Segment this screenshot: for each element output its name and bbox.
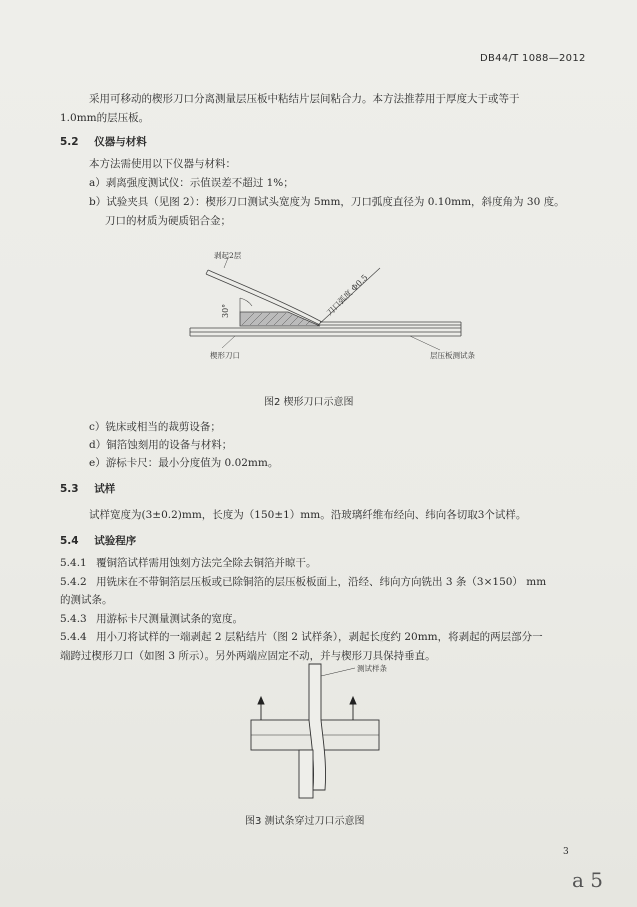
step-text: 用游标卡尺测量测试条的宽度。 — [96, 613, 244, 625]
section-number: 5.3 — [60, 483, 79, 495]
step-5-4-2 — [60, 575, 546, 589]
strip-label: 测试样条 — [357, 664, 387, 673]
corner-mark: a 5 — [572, 868, 604, 892]
page-number: 3 — [563, 847, 569, 857]
arrow-left-icon — [258, 697, 264, 720]
angle-label: 30° — [221, 303, 230, 318]
step-5-4-2-cont: 的测试条。 — [60, 594, 113, 606]
s5-2-item-b1: b）试验夹具（见图 2）：楔形刀口测试头宽度为 5mm，刀口弧度直径为 0.10mm，斜度角为 30 度。 — [89, 196, 565, 208]
s5-2-item-c: c）铣床或相当的裁剪设备； — [89, 421, 221, 433]
step-5-4-4-cont: 端跨过楔形刀口（如图 3 所示）。另外两端应固定不动，并与楔形刀具保持垂直。 — [60, 650, 436, 662]
doc-id: DB44/T 1088—2012 — [480, 53, 586, 64]
arrow-right-icon — [350, 697, 356, 720]
step-text: 覆铜箔试样需用蚀刻方法完全除去铜箔并晾干。 — [96, 557, 317, 569]
step-text: 用小刀将试样的一端剥起 2 层粘结片（图 2 试样条），剥起长度约 20mm，将剥起的两层部分一 — [96, 631, 543, 643]
section-5-2-heading — [60, 134, 147, 149]
step-5-4-3 — [60, 612, 243, 626]
figure-3-strip-through-knife-diagram — [235, 662, 395, 800]
s5-2-item-b2: 刀口的材质为硬质铝合金； — [105, 215, 231, 227]
section-title: 试验程序 — [94, 535, 137, 547]
intro-line-1: 采用可移动的楔形刀口分离测量层压板中粘结片层间粘合力。本方法推荐用于厚度大于或等于 — [89, 93, 520, 105]
step-number: 5.4.1 — [60, 557, 87, 569]
section-title: 仪器与材料 — [94, 136, 147, 148]
step-5-4-1 — [60, 556, 317, 570]
s5-3-text: 试样宽度为(3±0.2)mm，长度为（150±1）mm。沿玻璃纤维布经向、纬向各切取3个试样。 — [89, 509, 527, 521]
section-number: 5.4 — [60, 535, 79, 547]
figure-2-wedge-knife-diagram — [180, 248, 480, 376]
s5-2-item-e: e）游标卡尺：最小分度值为 0.02mm。 — [89, 457, 279, 469]
section-5-3-heading — [60, 481, 115, 496]
strip-leader — [410, 336, 440, 350]
step-text: 用铣床在不带铜箔层压板或已除铜箔的层压板板面上，沿经、纬向方向铣出 3 条（3×150） mm — [96, 576, 547, 588]
strip-label-leader — [321, 668, 355, 676]
figure-2-caption: 图2 楔形刀口示意图 — [264, 397, 354, 408]
s5-2-item-a: a）剥离强度测试仪：示值误差不超过 1%； — [89, 177, 294, 189]
step-number: 5.4.2 — [60, 576, 87, 588]
peel-label: 剥起2层 — [214, 251, 242, 260]
knife-leader — [222, 336, 235, 348]
intro-line-2: 1.0mm的层压板。 — [60, 112, 150, 124]
angle-dimension — [240, 298, 252, 312]
figure-3-caption: 图3 测试条穿过刀口示意图 — [245, 816, 365, 827]
knife-label: 楔形刀口 — [210, 351, 240, 360]
s5-2-lead: 本方法需使用以下仪器与材料： — [89, 158, 236, 170]
step-5-4-4 — [60, 630, 543, 644]
step-number: 5.4.4 — [60, 631, 87, 643]
section-number: 5.2 — [60, 136, 79, 148]
section-5-4-heading — [60, 533, 136, 548]
laminate-strip — [190, 322, 461, 336]
step-number: 5.4.3 — [60, 613, 87, 625]
arc-label: 刀口弧度 Φ0.5 — [325, 272, 370, 318]
section-title: 试样 — [94, 483, 116, 495]
strip-lower-part — [299, 750, 313, 798]
strip-label: 层压板测试条 — [430, 351, 475, 360]
s5-2-item-d: d）铜箔蚀刻用的设备与材料； — [89, 439, 233, 451]
